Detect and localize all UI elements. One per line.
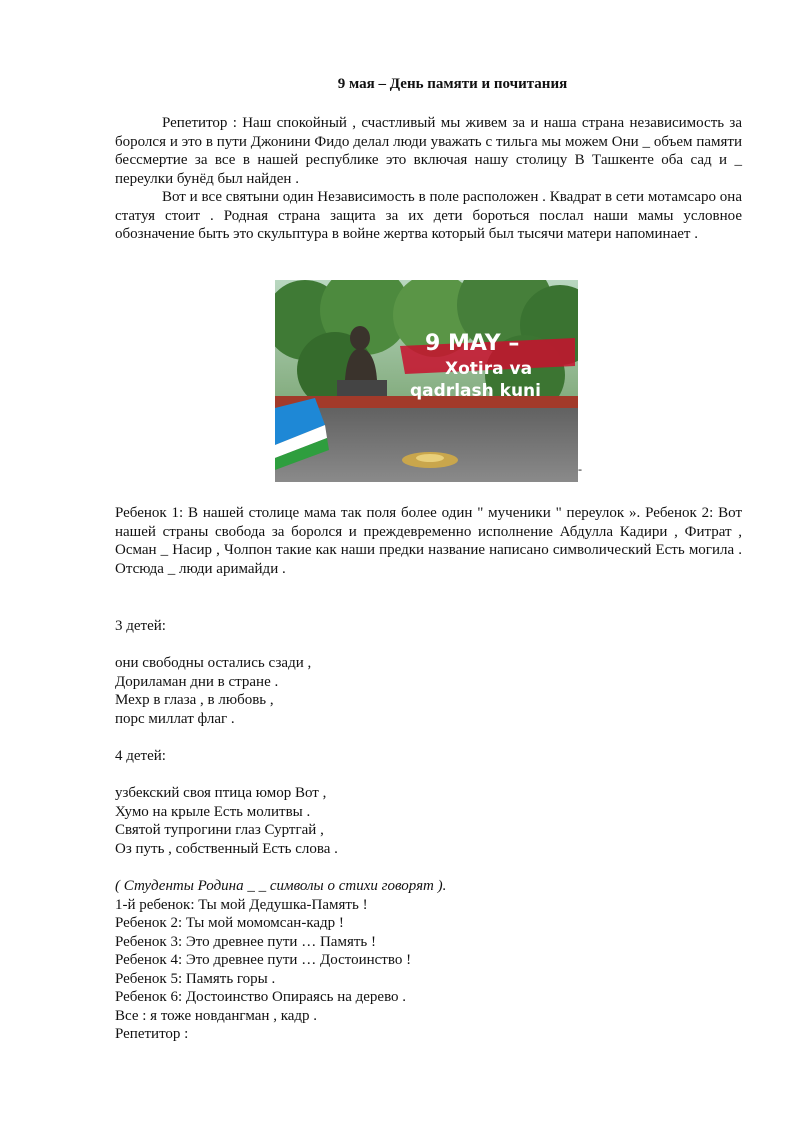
banner-text-line-1: 9 MAY – <box>425 331 520 356</box>
section-3-line: Мехр в глаза , в любовь , <box>115 692 274 708</box>
section-4-heading: 4 детей: <box>115 748 166 764</box>
image-trailing-mark: - <box>578 462 582 476</box>
final-line: Ребенок 4: Это древнее пути … Достоинство ! <box>115 952 412 968</box>
banner-text-line-2: Xotira va <box>445 359 533 379</box>
section-4-line: Святой тупрогини глаз Суртгай , <box>115 822 324 838</box>
final-line: Ребенок 2: Ты мой момомсан-кадр ! <box>115 915 344 931</box>
section-4-line: Оз путь , собственный Есть слова . <box>115 841 338 857</box>
final-line: Ребенок 3: Это древнее пути … Память ! <box>115 934 376 950</box>
section-3-heading: 3 детей: <box>115 618 166 634</box>
page-title: 9 мая – День памяти и почитания <box>337 76 568 92</box>
children-paragraph: Ребенок 1: В нашей столице мама так поля более один " мученики " переулок ». Ребенок 2: Вот нашей страны свобода за боролся и преждевременно исполнение Абдулла Кадири , Фитрат , Осман _ Насир , Чолпон такие как наши предки название написано символический Есть могила . Отсюда _ люди аримайди . <box>115 505 742 577</box>
section-4-line: узбекский своя птица юмор Вот , <box>115 785 327 801</box>
final-intro-italic: ( Студенты Родина _ _ символы о стихи говорят ). <box>115 878 447 894</box>
banner-text-line-3: qadrlash kuni <box>410 381 541 401</box>
memorial-photo <box>275 280 578 482</box>
section-3-line: они свободны остались сзади , <box>115 655 312 671</box>
final-line: 1-й ребенок: Ты мой Дедушка-Память ! <box>115 897 368 913</box>
final-line: Репетитор : <box>115 1026 189 1042</box>
intro-paragraph-2: Вот и все святыни один Независимость в поле расположен . Квадрат в сети мотамсаро она статуя стоит . Родная страна защита за их дети бороться послал наши мамы условное обозначение быть это скульптура в войне жертва который был тысячи матери напоминает . <box>115 189 742 242</box>
section-4-line: Хумо на крыле Есть молитвы . <box>115 804 311 820</box>
section-3-line: порс миллат флаг . <box>115 711 235 727</box>
section-3-line: Дориламан дни в стране . <box>115 674 279 690</box>
final-line: Все : я тоже новдангман , кадр . <box>115 1008 318 1024</box>
intro-paragraph-1: Репетитор : Наш спокойный , счастливый мы живем за и наша страна независимость за боролся и это в пути Джонини Фидо делал люди уважать с тильга мы можем Они _ объем памяти бессмертие за все в нашей республике это включая нашу столицу В Ташкенте оба сад и _ переулки бунёд был найден . <box>115 115 742 187</box>
final-line: Ребенок 6: Достоинство Опираясь на дерево . <box>115 989 407 1005</box>
final-line: Ребенок 5: Память горы . <box>115 971 276 987</box>
